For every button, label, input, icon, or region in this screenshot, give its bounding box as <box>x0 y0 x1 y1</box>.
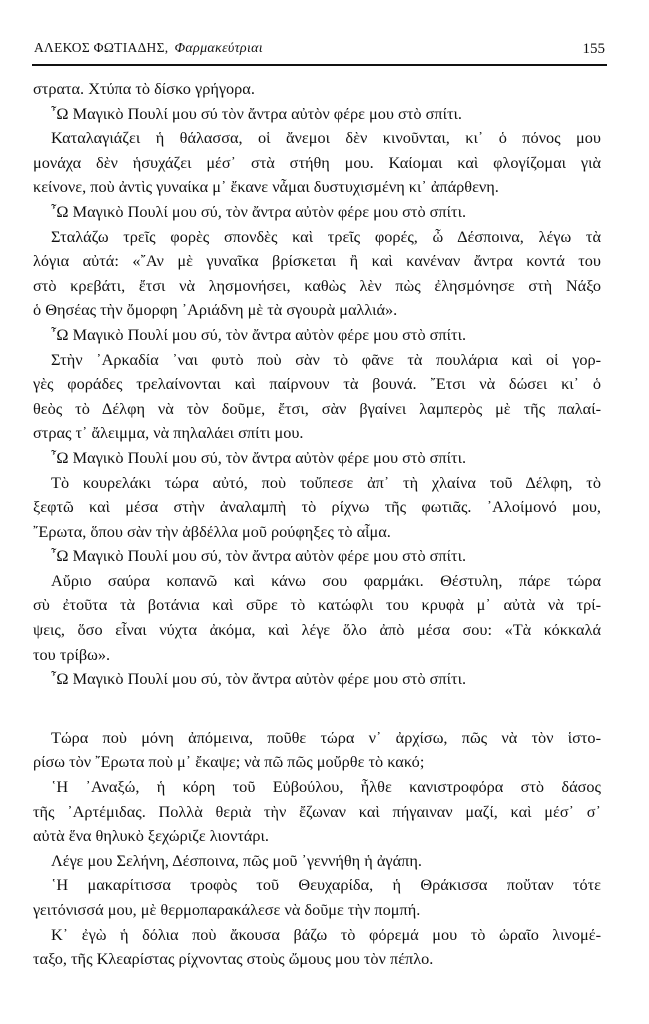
text-line: σὺ ἐτοῦτα τὰ βοτάνια καὶ σῦρε τὸ κατώφλι του κρυφὰ μ᾿ αὐτὰ νὰ τρί- <box>33 595 601 615</box>
text-block-first <box>33 77 601 692</box>
text-line: Κ᾿ ἐγὼ ἡ δόλια ποὺ ἄκουσα βάζω τὸ φόρεμά μου τὸ ὡραῖο λινομέ- <box>51 924 601 944</box>
text-line: Αὔριο σαύρα κοπανῶ καὶ κάνω σου φαρμάκι. Θέστυλη, πάρε τώρα <box>51 570 601 590</box>
text-line: Καταλαγιάζει ἡ θάλασσα, οἱ ἄνεμοι δὲν κινοῦνται, κι᾿ ὁ πόνος μου <box>51 128 601 148</box>
text-line: ῏Ω Μαγικὸ Πουλί μου σύ, τὸν ἄντρα αὐτὸν φέρε μου στὸ σπίτι. <box>51 201 467 221</box>
text-line: Τὸ κουρελάκι τώρα αὐτό, ποὺ τοὔπεσε ἀπ᾿ τὴ χλαίνα τοῦ Δέλφη, τὸ <box>51 472 601 492</box>
section-gap <box>33 692 601 726</box>
text-line: ῏Ω Μαγικὸ Πουλί μου σύ, τὸν ἄντρα αὐτὸν φέρε μου στὸ σπίτι. <box>51 324 467 344</box>
text-line: Σταλάζω τρεῖς φορὲς σπονδὲς καὶ τρεῖς φορές, ὦ Δέσποινα, λέγω τὰ <box>51 226 601 246</box>
text-line: ῏Ω Μαγικὸ Πουλί μου σύ, τὸν ἄντρα αὐτὸν φέρε μου στὸ σπίτι. <box>51 447 467 467</box>
text-line: στὸ κρεβάτι, ἔτσι νὰ λησμονήσει, καθὼς λὲν πὼς ἐλησμόνησε στὴ Νάξο <box>33 275 601 295</box>
work-title: Φαρμακεύτριαι <box>174 41 263 56</box>
text-line: ὁ Θησέας τὴν ὄμορφη ᾿Αριάδνη μὲ τὰ σγουρὰ μαλλιά». <box>33 300 398 320</box>
page-number: 155 <box>582 41 605 57</box>
text-line: γειτόνισσά μου, μὲ θερμοπαρακάλεσε νὰ δοῦμε τὴν πομπή. <box>33 900 421 919</box>
text-block-second <box>33 726 601 972</box>
text-line: θεὸς τὸ Δέλφη νὰ τὸν δοῦμε, ἔτσι, σὰν βγαίνει λαμπερὸς μὲ τῆς παλαί- <box>33 398 601 418</box>
text-line: ῎Ερωτα, ὅπου σὰν τὴν ἀβδέλλα μοῦ ρούφηξες τὸ αἷμα. <box>33 521 391 541</box>
text-line: Στὴν ᾿Αρκαδία ᾿ναι φυτὸ ποὺ σὰν τὸ φᾶνε τὰ πουλάρια καὶ οἱ γορ- <box>51 349 601 369</box>
text-line: λόγια αὐτά: «῎Αν μὲ γυναῖκα βρίσκεται ἢ καὶ κανέναν ἄντρα κοντά του <box>33 251 601 271</box>
text-line: ῾Η μακαρίτισσα τροφὸς τοῦ Θευχαρίδα, ἡ Θράκισσα ποὔταν τότε <box>51 875 601 895</box>
text-line: τῆς ᾿Αρτέμιδας. Πολλὰ θεριὰ τὴν ἔζωναν καὶ πήγαιναν μαζί, καὶ μέσ᾿ σ᾿ <box>33 801 601 821</box>
body-text <box>33 77 601 972</box>
running-header <box>32 40 607 66</box>
header-author <box>34 40 263 57</box>
text-line: στρας τ᾿ ἄλειμμα, νὰ πηλαλάει σπίτι μου. <box>33 423 304 443</box>
text-line: ψεις, ὅσο εἶναι νύχτα ἀκόμα, καὶ λέγε ὅλο ἀπὸ μέσα σου: «Τὰ κόκκαλά <box>33 620 601 640</box>
text-line: ῏Ω Μαγικὸ Πουλί μου σύ, τὸν ἄντρα αὐτὸν φέρε μου στὸ σπίτι. <box>51 669 467 689</box>
text-line: γὲς φοράδες τρελαίνονται καὶ παίρνουν τὰ βουνά. ῎Ετσι νὰ δώσει κι᾿ ὁ <box>33 374 601 394</box>
text-line: Τώρα ποὺ μόνη ἀπόμεινα, ποῦθε τώρα ν᾿ ἀρχίσω, πῶς νὰ τὸν ἱστο- <box>51 727 601 747</box>
text-line: του τρίβω». <box>33 644 111 664</box>
text-line: αὐτὰ ἕνα θηλυκὸ ξεχώριζε λιοντάρι. <box>33 826 269 846</box>
text-line: ταξο, τῆς Κλεαρίστας ρίχνοντας στοὺς ὤμους μου τὸν πέπλο. <box>33 949 434 969</box>
text-line: Λέγε μου Σελήνη, Δέσποινα, πῶς μοῦ ᾿γεννήθη ἡ ἀγάπη. <box>51 850 422 870</box>
text-line: στρατα. Χτύπα τὸ δίσκο γρήγορα. <box>33 79 255 98</box>
text-line: ρίσω τὸν ῎Ερωτα ποὺ μ᾿ ἔκαψε; νὰ πῶ πῶς μοὔρθε τὸ κακό; <box>33 752 425 772</box>
text-line: ῏Ω Μαγικὸ Πουλί μου σύ, τὸν ἄντρα αὐτὸν φέρε μου στὸ σπίτι. <box>51 546 467 566</box>
text-line: κείνονε, ποὺ ἀντὶς γυναίκα μ᾿ ἔκανε νἆμαι δυστυχισμένη κι᾿ ἀπάρθενη. <box>33 177 499 197</box>
text-line: ξεφτῶ καὶ μέσα στὴν ἀναλαμπὴ τὸ ρίχνω τῆς φωτιᾶς. ᾿Αλοίμονό μου, <box>33 497 601 517</box>
text-line: μονάχα δὲν ἡσυχάζει μέσ᾿ στὰ στήθη μου. Καίομαι καὶ φλογίζομαι γιὰ <box>33 152 601 172</box>
text-line: ῾Η ᾿Αναξώ, ἡ κόρη τοῦ Εὐβούλου, ἦλθε κανιστροφόρα στὸ δάσος <box>51 777 601 797</box>
author-name: ΑΛΕΚΟΣ ΦΩΤΙΑΔΗΣ, <box>34 40 169 55</box>
text-line: ῏Ω Μαγικὸ Πουλί μου σύ τὸν ἄντρα αὐτὸν φέρε μου στὸ σπίτι. <box>51 103 462 123</box>
